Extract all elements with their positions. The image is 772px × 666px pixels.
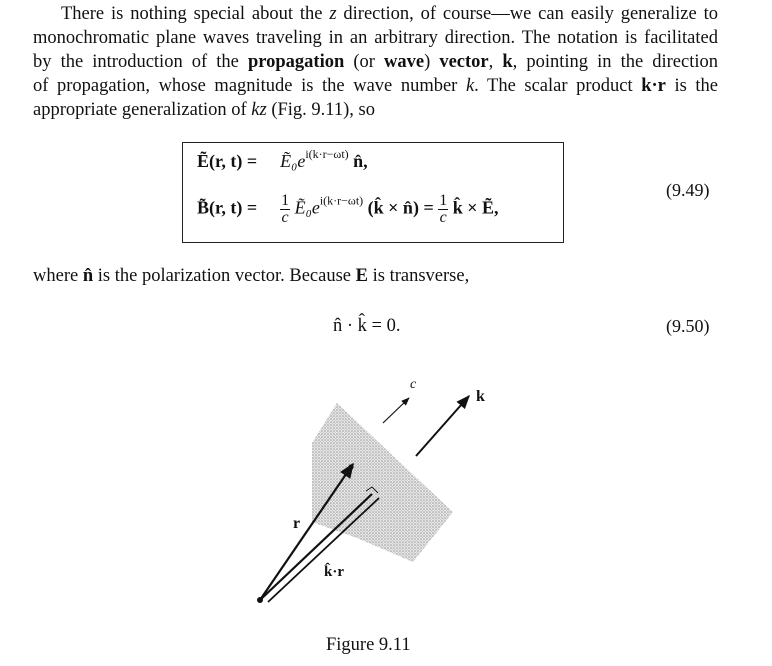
- wavefront-plane: [312, 403, 453, 562]
- equation-b-field: B̃(r, t) = $\frac{1}{c}$ $Ẽ_0e^{i(k\cdot r-\omega t)}$ (k̂ × n̂) = $\frac{1}{c}$ k̂ × Ẽ,: [197, 192, 499, 226]
- paragraph-line-5: appropriate generalization of kz (Fig. 9.11), so: [33, 100, 375, 120]
- label-k-dot-r: k̂·r: [324, 564, 345, 580]
- label-c: c: [410, 377, 417, 392]
- origin-point: [257, 597, 263, 603]
- label-r: r: [293, 515, 301, 532]
- figure-9-11: [240, 370, 500, 610]
- paragraph-line-1: There is nothing special about the z direction, of course—we can easily generalize to: [61, 4, 718, 24]
- equation-950: n̂ · k̂ = 0.: [333, 316, 401, 336]
- equation-949-box: [182, 142, 564, 243]
- r-tip-point: [348, 464, 353, 469]
- paragraph-line-3: by the introduction of the propagation (or wave) vector, k, pointing in the direction: [33, 52, 719, 72]
- paragraph-line-2: monochromatic plane waves traveling in an arbitrary direction. The notation is facilitated: [33, 28, 718, 48]
- c-arrow: [383, 398, 409, 423]
- fraction-one-over-c-2: $\frac{1}{c}$: [439, 192, 448, 226]
- label-k: k: [476, 388, 485, 405]
- k-arrow: [416, 396, 469, 456]
- figure-caption: Figure 9.11: [326, 635, 411, 655]
- figure-diagram: [240, 370, 500, 610]
- fraction-one-over-c: $\frac{1}{c}$: [281, 192, 290, 226]
- polarization-sentence: where n̂ is the polarization vector. Because E is transverse,: [33, 266, 470, 286]
- equation-e-field: Ẽ(r, $t) = Ẽ_0e^{i(k\cdot r-\omega t)}$ n̂,: [197, 147, 368, 171]
- paragraph-line-4: of propagation, whose magnitude is the wave number k. The scalar product k·r is the: [33, 76, 718, 96]
- equation-number-949: (9.49): [666, 180, 710, 200]
- intro-paragraph: [33, 2, 718, 122]
- equation-number-950: (9.50): [666, 316, 710, 336]
